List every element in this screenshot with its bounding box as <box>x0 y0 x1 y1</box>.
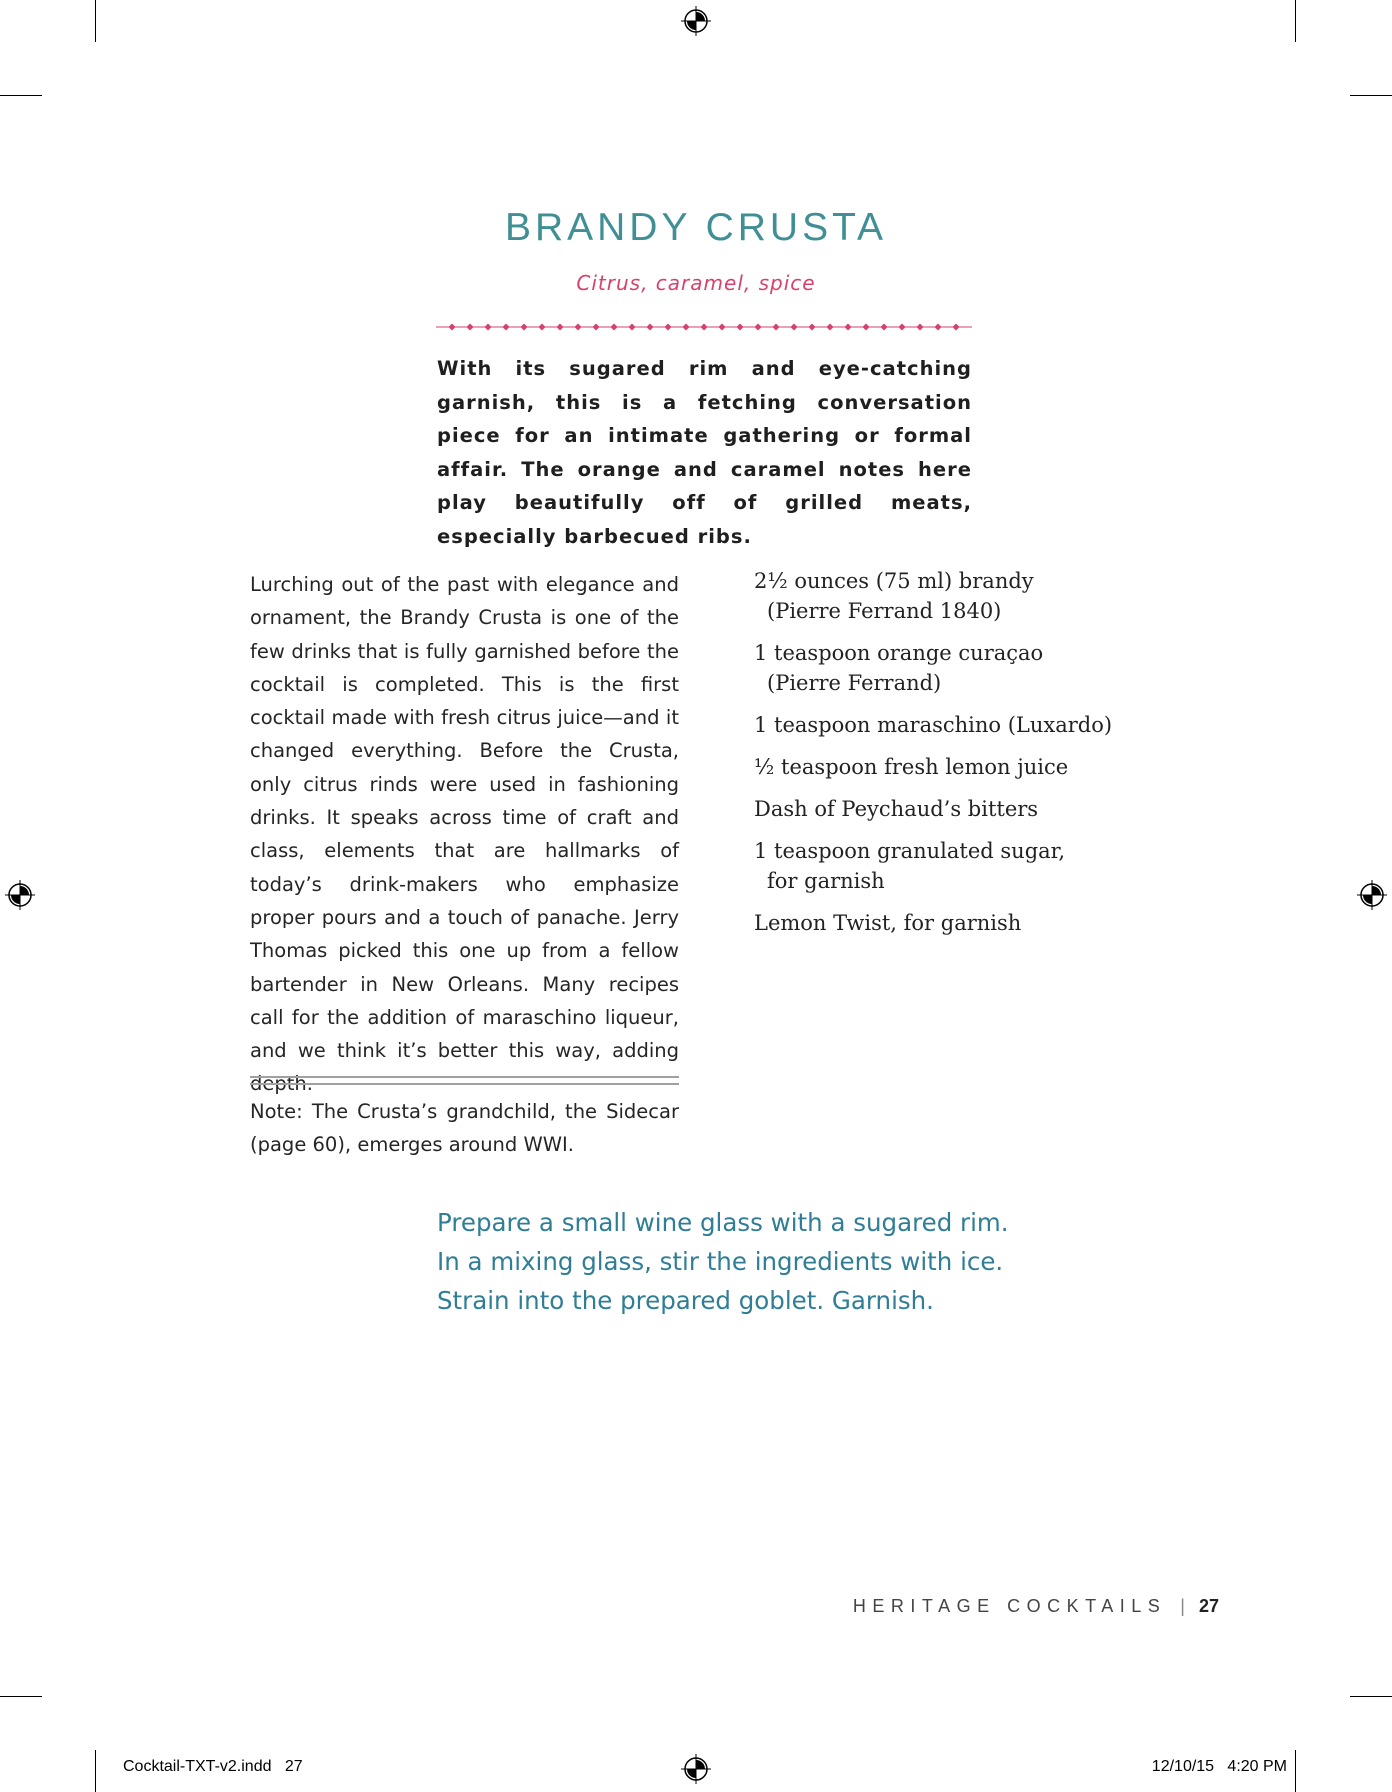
divider-dot <box>844 323 851 330</box>
divider-dot <box>502 323 509 330</box>
divider-dot <box>448 323 455 330</box>
divider-dot <box>952 323 959 330</box>
divider-dot <box>466 323 473 330</box>
crop-mark <box>1295 0 1296 42</box>
method-line: Prepare a small wine glass with a sugared rim. <box>437 1208 1009 1237</box>
ingredient-item <box>754 710 1134 740</box>
crop-mark <box>1350 95 1392 96</box>
divider-dot <box>520 323 527 330</box>
method-line: In a mixing glass, stir the ingredients with ice. <box>437 1247 1004 1276</box>
slug-timestamp: 12/10/15 4:20 PM <box>1151 1758 1287 1775</box>
running-footer <box>853 1596 1219 1617</box>
dotted-divider <box>436 320 972 334</box>
crop-mark <box>1295 1750 1296 1792</box>
ingredient-item <box>754 794 1134 824</box>
divider-dot <box>682 323 689 330</box>
divider-dot <box>628 323 635 330</box>
crop-mark <box>95 0 96 42</box>
recipe-title: BRANDY CRUSTA <box>504 206 888 249</box>
divider-dot <box>538 323 545 330</box>
page-number: 27 <box>1198 1596 1219 1616</box>
ingredient-item <box>754 836 1134 896</box>
divider-dot <box>556 323 563 330</box>
divider-dot <box>934 323 941 330</box>
divider-dot <box>916 323 923 330</box>
ingredient-line-continued: (Pierre Ferrand) <box>767 671 942 695</box>
ingredient-line: Lemon Twist, for garnish <box>754 911 1022 935</box>
divider-dot <box>898 323 905 330</box>
divider-dot <box>736 323 743 330</box>
recipe-intro: With its sugared rim and eye-catching garnish, this is a fetching conversation piece for an intimate gathering or formal affair. The orange and caramel notes here play beautifully off of grilled meats, especially barbecued ribs. <box>437 357 972 548</box>
divider-dot <box>772 323 779 330</box>
divider-dot <box>664 323 671 330</box>
ingredient-item <box>754 752 1134 782</box>
ingredient-line: 1 teaspoon maraschino (Luxardo) <box>754 713 1113 737</box>
ingredient-list <box>754 566 1134 950</box>
divider-dot <box>754 323 761 330</box>
registration-mark-icon <box>1357 880 1387 910</box>
ingredient-item <box>754 638 1134 698</box>
divider-dot <box>718 323 725 330</box>
recipe-note: Note: The Crusta’s grandchild, the Sidecar (page 60), emerges around WWI. <box>250 1100 679 1157</box>
divider-dot <box>592 323 599 330</box>
ingredient-line-continued: (Pierre Ferrand 1840) <box>767 599 1002 623</box>
ingredient-item <box>754 908 1134 938</box>
divider-dot <box>484 323 491 330</box>
divider-dot <box>610 323 617 330</box>
crop-mark <box>95 1750 96 1792</box>
ingredient-line-continued: for garnish <box>767 869 885 893</box>
slug-filename: Cocktail-TXT-v2.indd 27 <box>123 1758 303 1775</box>
divider-dot <box>574 323 581 330</box>
double-rule-divider <box>250 1076 679 1085</box>
ingredient-line: Dash of Peychaud’s bitters <box>754 797 1039 821</box>
crop-mark <box>0 1696 42 1697</box>
ingredient-line: 1 teaspoon orange curaçao <box>754 641 1044 665</box>
ingredient-line: ½ teaspoon fresh lemon juice <box>754 755 1069 779</box>
recipe-subtitle: Citrus, caramel, spice <box>576 271 816 295</box>
crop-mark <box>1350 1696 1392 1697</box>
ingredient-line: 1 teaspoon granulated sugar, <box>754 839 1066 863</box>
footer-separator: | <box>1180 1596 1185 1616</box>
crop-mark <box>0 95 42 96</box>
divider-dot <box>808 323 815 330</box>
ingredient-line: 2½ ounces (75 ml) brandy <box>754 569 1034 593</box>
ingredient-item <box>754 566 1134 626</box>
divider-dot <box>700 323 707 330</box>
recipe-method <box>437 1203 1009 1320</box>
registration-mark-icon <box>5 880 35 910</box>
divider-dot <box>646 323 653 330</box>
divider-dot <box>790 323 797 330</box>
divider-dot <box>880 323 887 330</box>
divider-dot <box>862 323 869 330</box>
divider-dot <box>826 323 833 330</box>
registration-mark-icon <box>681 1754 711 1784</box>
registration-mark-icon <box>681 6 711 36</box>
recipe-history: Lurching out of the past with elegance and ornament, the Brandy Crusta is one of the few drinks that is fully garnished before the cocktail is completed. This is the first cocktail made with fresh citrus juice—and it changed everything. Before the Crusta, only citrus rinds were used in fashioning drinks. It speaks across time of craft and class, elements that are hallmarks of today’s drink-makers who emphasize proper pours and a touch of panache. Jerry Thomas picked this one up from a fellow bartender in New Orleans. Many recipes call for the addition of maraschino liqueur, and we think it’s better this way, adding depth. <box>250 573 679 1096</box>
method-line: Strain into the prepared goblet. Garnish. <box>437 1286 934 1315</box>
section-name: HERITAGE COCKTAILS <box>852 1596 1167 1616</box>
